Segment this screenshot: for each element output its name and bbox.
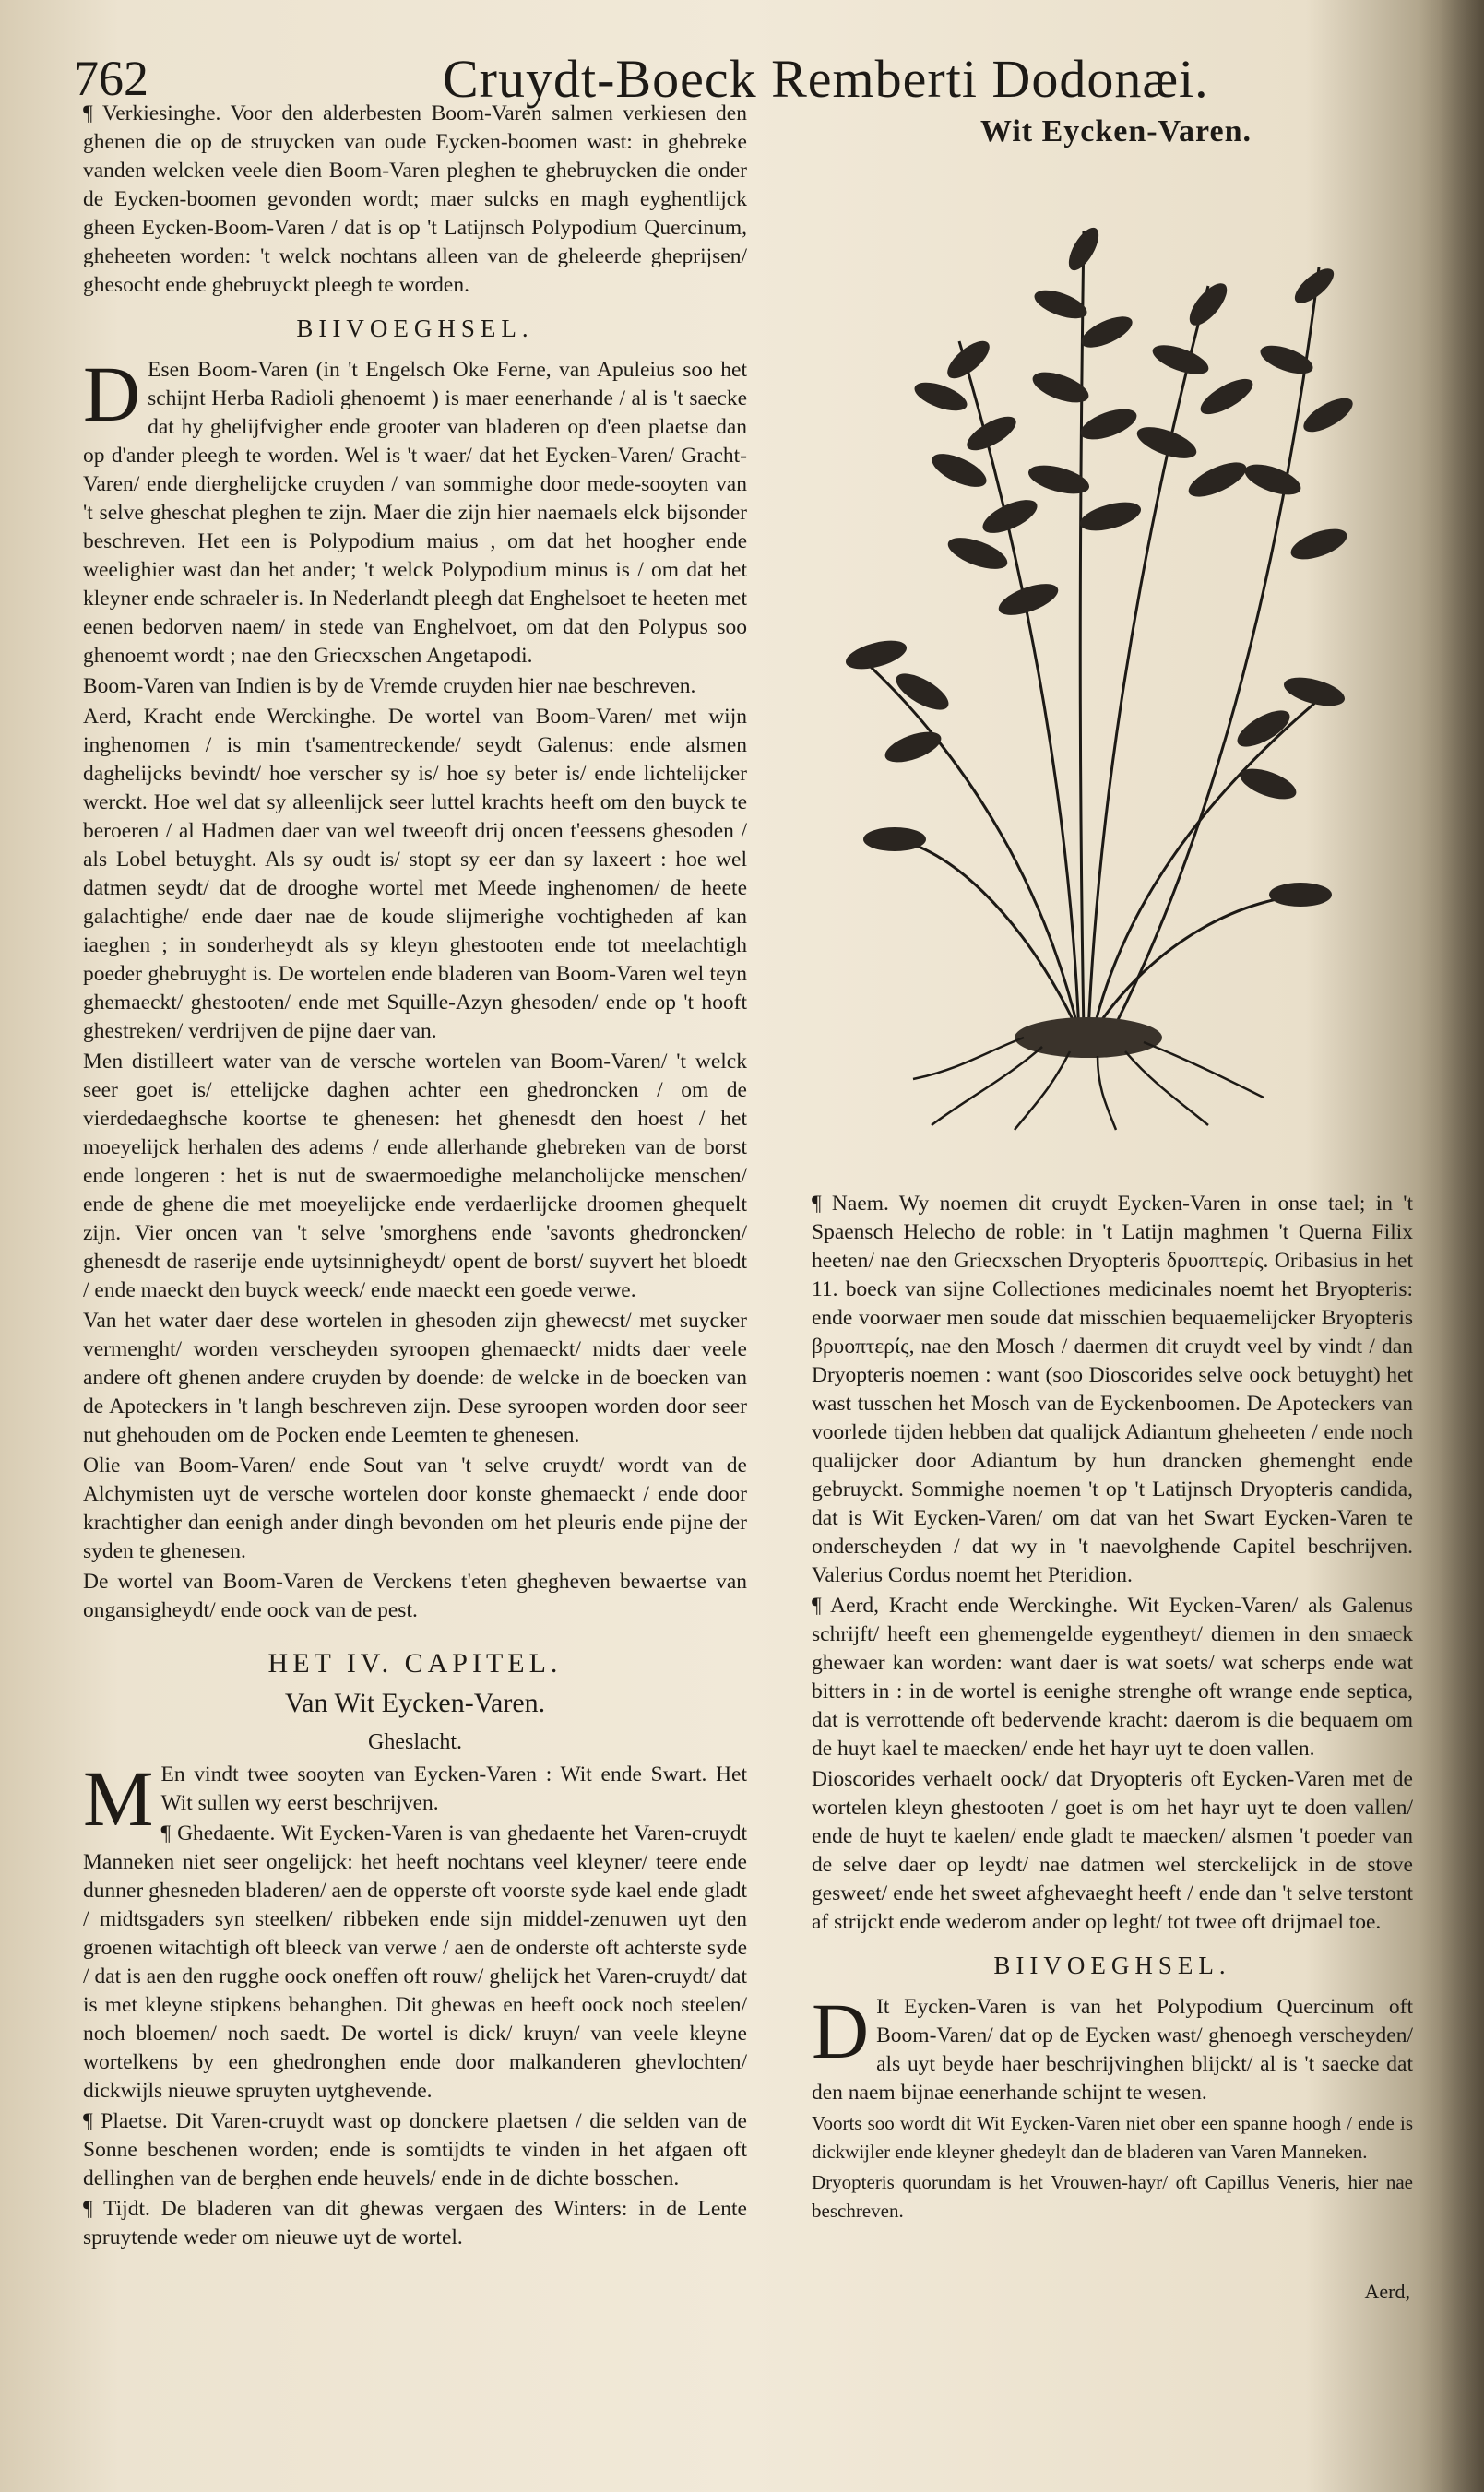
chapter-title: Van Wit Eycken-Varen.: [284, 1688, 546, 1718]
catchword: Aerd,: [1364, 2280, 1410, 2303]
biivoeghsel-paragraph: [83, 350, 747, 670]
dioscorides-paragraph: Dioscorides verhaelt oock/ dat Dryopteris oft Eycken-Varen met de wortelen kleyn ghestooten / goet is om het hayr uyt te doen vallen/ ende de huyt te kaelen/ ende gladt te maecken/ alsmen 't poeder van de selve daer op leydt/ nae datmen wel sterckelijck in de stove gesweet/ ende het sweet afghevaeght heeft / ende dan 't selve terstont af strijckt ende wederom ander op leght/ tot twee oft drijmael toe.: [812, 1767, 1413, 1934]
biivoeghsel-heading: BIIVOEGHSEL.: [296, 314, 534, 342]
biivoeghsel-right-text: It Eycken-Varen is van het Polypodium Quercinum oft Boom-Varen/ dat op de Eycken wast/ ghenoegh verscheyden/ als uyt beyde haer beschrijvinghen blijckt/ al is 't saecke dat den naem bijnae eenerhande schijnt te wesen.: [812, 1995, 1413, 2105]
left-column: [83, 100, 747, 2254]
gheslacht-paragraph: [83, 1754, 747, 1843]
aerd-kracht-right-paragraph: ¶ Aerd, Kracht ende Werckinghe. Wit Eycken-Varen/ als Galenus schrijft/ heeft een ghemengelde eygentheyt/ diemen in den smaeck ghewaer kan worden: want daer is wat soets/ wat scherps ende wat bitters in : in de wortel is eenighe strenghe oft wrange ende septica, dat is verrottende oft bedervende kracht: daerom is die bequaem om de huyt kael te maecken/ ende het hayr uyt te doen vallen.: [812, 1594, 1413, 1761]
plaetse-paragraph: ¶ Plaetse. Dit Varen-cruydt wast op donckere plaetsen / die selden van de Sonne beschenen worden; ende is somtijdts te vinden in het afgaen oft dellinghen van de berghen ende heuvels/ ende in de dichte bosschen.: [83, 2109, 747, 2190]
gheslacht-heading: Gheslacht.: [368, 1730, 462, 1754]
biivoeghsel-text: Esen Boom-Varen (in 't Engelsch Oke Ferne, van Apuleius soo het schijnt Herba Radioli ghenoemt ) is maer eenerhande / al is 't saecke dat hy ghelijfvigher ende grooter van bladeren op d'een plaetse dan op d'ander pleegh te worden. Wel is 't waer/ dat het Eycken-Varen/ Gracht-Varen/ ende dierghelijcke cruyden / van sommighe door mede-sooyten van 't selve gheschat pleghen te zijn. Maer die zijn hier naemaels elck bijsonder beschreven. Het een is Polypodium maius , om dat het hoogher ende weelighier wast dan het ander; 't welck Polypodium minus is / om dat het kleyner ende schraeler is. In Nederlandt pleegh dat Enghelsoet te heeten met eenen bedorven naem/ in stede van Enghelvoet, om dat den Polypus soo ghenoemt wordt ; nae den Griecxschen Angetapodi.: [83, 358, 747, 668]
fern-illustration-icon: [802, 175, 1374, 1134]
dropcap-letter: D: [812, 1987, 870, 2075]
olie-paragraph: Olie van Boom-Varen/ ende Sout van 't selve cruydt/ wordt van de Alchymisten uyt de versche wortelen door konste ghemaeckt / ende door krachtigher dan eenigh ander dingh bevonden om het pleuris ende pijne der syden te ghenesen.: [83, 1454, 747, 1563]
syroopen-paragraph: Van het water daer dese wortelen in ghesoden zijn ghewecst/ met suycker vermenght/ worden verscheyden syroopen ghemaeckt/ midts daer veele andere oft ghenen andere cruyden by doende: de welcke in de boecken van de Apoteckers in 't langh beschreven zijn. Dese syroopen worden door seer nut ghehouden om de Pocken ende Leemten te ghenesen.: [83, 1309, 747, 1447]
naem-paragraph: ¶ Naem. Wy noemen dit cruydt Eycken-Varen in onse tael; in 't Spaensch Helecho de roble: in 't Latijn maghmen 't Querna Filix heeten/ nae den Griecxschen Dryopteris δρυοπτερίς. Oribasius in het 11. boeck van sijne Collectiones medicinales noemt het Bryopteris: ende voorwaer men soude dat misschien bequaemelijcker Bryopteris βρυοπτερίς, nae den Mosch / daermen dit cruydt veel by vindt / dan Dryopteris noemen : want (soo Dioscorides selve oock betuyght) het wast tusschen het Mosch van de Eyckenboomen. De Apoteckers van voorlede tijden hebben dat qualijck Adiantum gheheeten / ende noch qualijcker door Adiantum by hun drancken ghemenght ende gebruyckt. Sommighe noemen 't op 't Latijnsch Dryopteris candida, dat is Wit Eycken-Varen/ om dat van het Swart Eycken-Varen te onderscheyden / dat wy in 't naevolghende Capitel beschrijven. Valerius Cordus noemt het Pteridion.: [812, 1192, 1413, 1587]
dryopteris-quorundam-paragraph: Dryopteris quorundam is het Vrouwen-hayr/ oft Capillus Veneris, hier nae beschreven.: [812, 2171, 1413, 2222]
biivoeghsel-right-paragraph: [812, 1987, 1413, 2107]
aerd-kracht-paragraph: Aerd, Kracht ende Werckinghe. De wortel van Boom-Varen/ met wijn inghenomen / is min t'samentreckende/ seydt Galenus: ende alsmen daghelijcks bevindt/ hoe verscher sy is/ hoe sy beter is/ ende lichtelijcker werckt. Hoe wel dat sy alleenlijck seer luttel krachts heeft om den buyck te beroeren / al Hadmen daer van wel tweeoft drij oncen t'eessens ghesoden / als Lobel betuyght. Als sy oudt is/ stopt sy eer dan sy laxeert : hoe wel datmen seydt/ dat de drooghe wortel met Meede inghenomen/ de heete galachtighe/ ende daer nae de koude slijmerighe vochtigheden af kan iaeghen ; in sonderheydt als sy kleyn ghestooten ende tot meelachtigh poeder ghebruyght is. De wortelen ende bladeren van Boom-Varen wel teyn ghemaeckt/ ghestooten/ ende met Squille-Azyn ghesoden/ ende op 't hooft ghestreken/ verdrijven de pijne daer van.: [83, 705, 747, 1043]
page-gutter-shadow: [1419, 0, 1484, 2492]
dropcap-letter: M: [83, 1754, 154, 1843]
page-number: 762: [74, 51, 148, 106]
chapter-heading: HET IV. CAPITEL.: [267, 1648, 563, 1679]
distilleert-paragraph: Men distilleert water van de versche wortelen van Boom-Varen/ 't welck seer goet is/ ettelijcke daghen achter een ghedroncken / om de vierdedaeghsche koortse te ghenesen: het ghenesdt den hoest / het moeyelijck herhalen des adems / ende allerhande ghebreken van de borst ende longeren : het is nut de swaermoedighe melancholijcke menschen/ ende de ghene die met moeyelijcke ende verdaerlijcke droomen ghequelt zijn. Vier oncen van 't selve 'smorghens ende 'savonts ghedroncken/ ghenesdt de raserije ende uytsinnigheydt/ opent de borst/ suyvert het bloedt / ende maeckt den buyck weeck/ ende maeckt een goede verwe.: [83, 1050, 747, 1302]
verckens-paragraph: De wortel van Boom-Varen de Verckens t'eten ghegheven bewaertse van ongansigheydt/ ende oock van de pest.: [83, 1570, 747, 1622]
biivoeghsel-right-heading: BIIVOEGHSEL.: [993, 1952, 1231, 1979]
dropcap-letter: D: [83, 350, 141, 438]
boom-varen-indien-paragraph: Boom-Varen van Indien is by de Vremde cruyden hier nae beschreven.: [83, 674, 696, 698]
figure-title: Wit Eycken-Varen.: [979, 114, 1252, 148]
verkiesinghe-paragraph: ¶ Verkiesinghe. Voor den alderbesten Boom-Varen salmen verkiesen den ghenen die op de struycken van oude Eycken-boomen wast: in ghebreke vanden welcken veele dien Boom-Varen pleghen te ghebruycken die onder de Eycken-boomen gevonden wordt; maer sulcks en magh eyghentlijck gheen Eycken-Boom-Varen / dat is op 't Latijnsch Polypodium Quercinum, gheheeten worden: 't welck nochtans alleen van de gheleerde gheprijsen/ ghesocht ende ghebruyckt pleegh te worden.: [83, 101, 747, 297]
ghedaente-paragraph: ¶ Ghedaente. Wit Eycken-Varen is van ghedaente het Varen-cruydt Manneken niet seer ongelijck: het heeft nochtans veel kleyner/ teere ende dunner ghesneden bladeren/ aen de opperste oft voorste syde kael ende gladt / midtsgaders syn steelken/ ribbeken ende sijn middel-zenuwen uyt den groenen witachtigh oft bleeck van verwe / aen de onderste oft achterste syde / dat is aen den rugghe oock oneffen oft rouw/ ghelijck het Varen-cruydt/ dat is met kleyne stipkens behanghen. Dit ghewas en heeft oock noch steelen/ noch bloemen/ noch saedt. De wortel is dick/ kruyn/ van veele kleyne wortelkens by een ghedronghen ende door malkanderen ghevlochten/ dickwijls nieuwe spruyten uytghevende.: [83, 1822, 747, 2103]
gheslacht-text: En vindt twee sooyten van Eycken-Varen : Wit ende Swart. Het Wit sullen wy eerst beschrijven.: [160, 1762, 747, 1815]
right-column: [812, 1190, 1413, 2227]
tijdt-paragraph: ¶ Tijdt. De bladeren van dit ghewas vergaen des Winters: in de Lente spruytende weder om nieuwe uyt de wortel.: [83, 2197, 747, 2249]
voorts-paragraph: Voorts soo wordt dit Wit Eycken-Varen niet ober een spanne hoogh / ende is dickwijler ende kleyner ghedeylt dan de bladeren van Varen Manneken.: [812, 2112, 1413, 2163]
book-title: Cruydt-Boeck Remberti Dodonæi.: [443, 49, 1209, 109]
